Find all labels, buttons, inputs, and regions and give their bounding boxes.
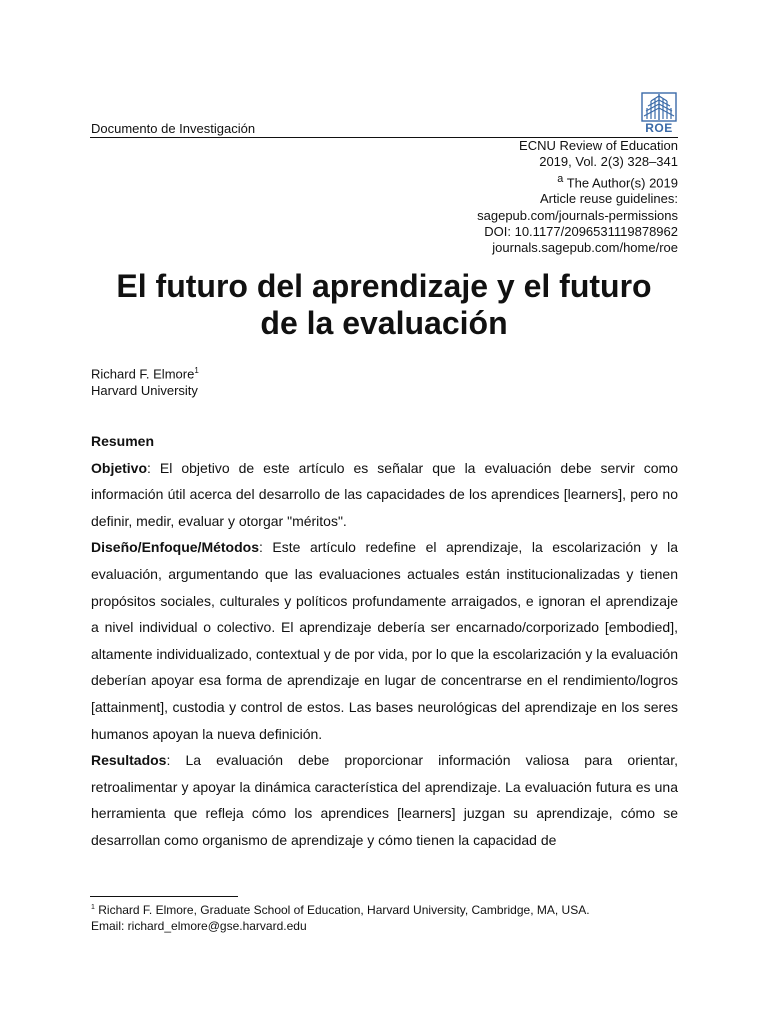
author-name: Richard F. Elmore xyxy=(91,366,195,382)
copyright-mark: a xyxy=(557,172,564,185)
journal-home-link[interactable]: journals.sagepub.com/home/roe xyxy=(492,240,678,256)
footnote-email[interactable]: Email: richard_elmore@gse.harvard.edu xyxy=(91,919,307,933)
article-title xyxy=(90,268,678,342)
objective-label: Objetivo xyxy=(91,459,148,476)
reuse-label: Article reuse guidelines: xyxy=(539,191,678,207)
volume-info: 2019, Vol. 2(3) 328–341 xyxy=(539,154,678,170)
publication-info xyxy=(477,138,678,256)
footnote-rule xyxy=(90,896,238,897)
design-paragraph xyxy=(91,534,678,747)
footnote-text: Richard F. Elmore, Graduate School of Education, Harvard University, Cambridge, MA, USA. xyxy=(94,903,590,917)
doi[interactable]: DOI: 10.1177/2096531119878962 xyxy=(484,223,678,239)
author-footnote-marker: 1 xyxy=(194,366,199,375)
results-label: Resultados xyxy=(91,752,167,769)
results-paragraph xyxy=(91,747,678,853)
author-block xyxy=(91,362,199,399)
author-affiliation: Harvard University xyxy=(91,383,198,399)
logo-text: ROE xyxy=(645,121,673,135)
design-label: Diseño/Enfoque/Métodos xyxy=(91,539,259,556)
objective-paragraph xyxy=(91,455,678,535)
footnote-marker: 1 xyxy=(91,904,95,911)
copyright-line xyxy=(477,171,678,192)
reuse-link[interactable]: sagepub.com/journals-permissions xyxy=(477,207,678,223)
abstract-heading: Resumen xyxy=(91,433,155,449)
document-type-label: Documento de Investigación xyxy=(91,121,256,136)
journal-name: ECNU Review of Education xyxy=(519,138,678,153)
author-name-line xyxy=(91,362,199,382)
results-text: : La evaluación debe proporcionar información valiosa para orientar, retroalimentar y apoyar la dinámica característica del aprendizaje. La evaluación futura es una herramienta que refleja cómo los aprendices [learners] juzgan su aprendizaje, cómo se desarrollan como organismo de aprendizaje y cómo tienen la capacidad de xyxy=(91,752,678,848)
footnote xyxy=(91,900,590,934)
abstract xyxy=(91,428,678,854)
design-text: : Este artículo redefine el aprendizaje, la escolarización y la evaluación, argumentando que las evaluaciones actuales están institucionalizadas y tienen propósitos sociales, culturales y políticos profundamente arraigados, e ignoran el aprendizaje a nivel individual o colectivo. El aprendizaje debería ser encarnado/corporizado [embodied], altamente individualizado, contextual y de por vida, por lo que la escolarización y la evaluación deberían apoyar esa forma de aprendizaje en lugar de concentrarse en el rendimiento/logros [attainment], custodia y control de estos. Las bases neurológicas del aprendizaje en los seres humanos apoyan la nueva definición. xyxy=(91,539,678,742)
title-line-2: de la evaluación xyxy=(260,305,508,341)
roe-tree-icon xyxy=(640,92,678,122)
objective-text: : El objetivo de este artículo es señalar que la evaluación debe servir como información útil acerca del desarrollo de las capacidades de los aprendices [learners], pero no definir, medir, evaluar y otorgar "méritos". xyxy=(91,459,678,529)
title-line-1: El futuro del aprendizaje y el futuro xyxy=(116,268,652,304)
journal-logo xyxy=(640,92,678,135)
footnote-line xyxy=(91,900,590,918)
copyright-text: The Author(s) 2019 xyxy=(563,174,678,190)
